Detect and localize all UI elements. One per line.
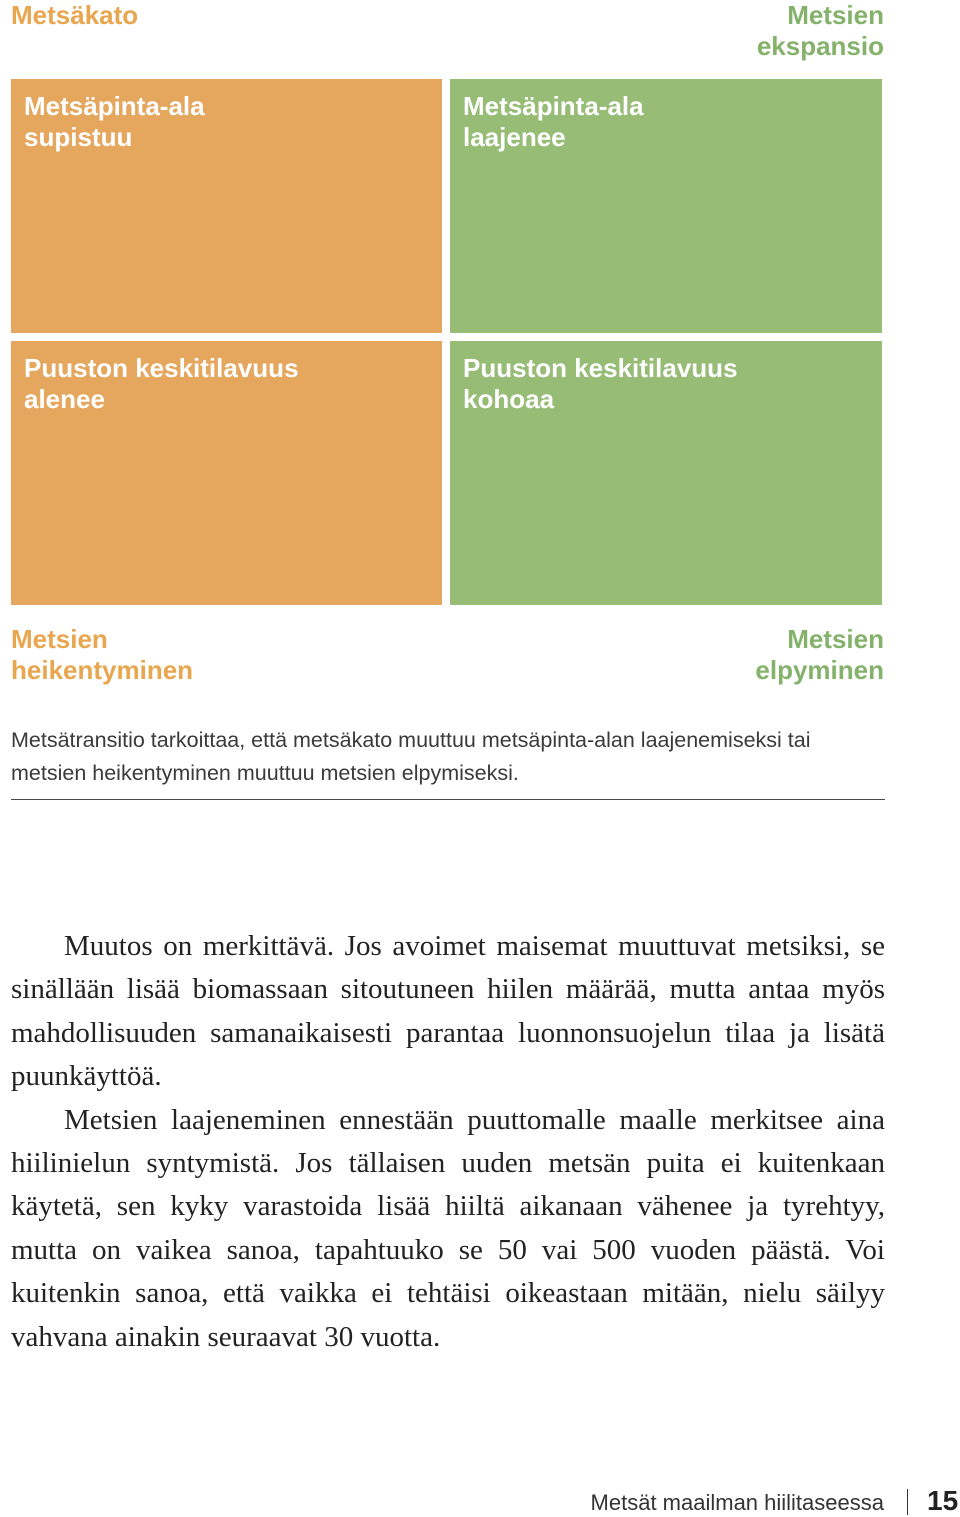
footer-publication-title: Metsät maailman hiilitaseessa: [590, 1490, 884, 1515]
label-deforestation: Metsäkato: [11, 0, 139, 30]
figure-caption: Metsätransitio tarkoittaa, että metsäkato muuttuu metsäpinta-alan laajenemiseksi tai metsien heikentyminen muuttuu metsien elpymiseksi.: [11, 728, 811, 785]
paragraph: Muutos on merkittävä. Jos avoimet maisemat muuttuvat metsiksi, se sinällään lisää biomassaan sitoutuneen hiilen määrää, mutta antaa myös mahdollisuuden samanaikaisesti parantaa luonnonsuojelun tilaa ja lisätä puunkäyttöä.: [11, 930, 885, 1093]
label-forest-degradation: Metsien heikentyminen: [11, 624, 194, 685]
box-forest-area-shrinks: Metsäpinta-ala supistuu: [11, 79, 442, 333]
label-forest-recovery: Metsien elpyminen: [755, 624, 884, 685]
caption-divider: [11, 799, 885, 800]
box-forest-area-expands: Metsäpinta-ala laajenee: [450, 79, 882, 333]
label-forest-expansion: Metsien ekspansio: [756, 0, 884, 61]
footer-divider: [907, 1489, 908, 1515]
body-text: [11, 925, 885, 1359]
box-volume-decreases: Puuston keskitilavuus alenee: [11, 341, 442, 605]
page-number: 15: [927, 1485, 959, 1516]
box-volume-increases: Puuston keskitilavuus kohoaa: [450, 341, 882, 605]
paragraph: Metsien laajeneminen ennestään puuttomalle maalle merkitsee aina hiilinielun syntymistä. Jos tällaisen uuden metsän puita ei kuitenkaan käytetä, sen kyky varastoida lisää hiiltä aikanaan vähenee ja tyrehtyy, mutta on vaikea sanoa, tapahtuuko se 50 vai 500 vuoden päästä. Voi kuitenkin sanoa, että vaikka ei tehtäisi oikeastaan mitään, nielu säilyy vahvana ainakin seuraavat 30 vuotta.: [11, 1103, 885, 1353]
